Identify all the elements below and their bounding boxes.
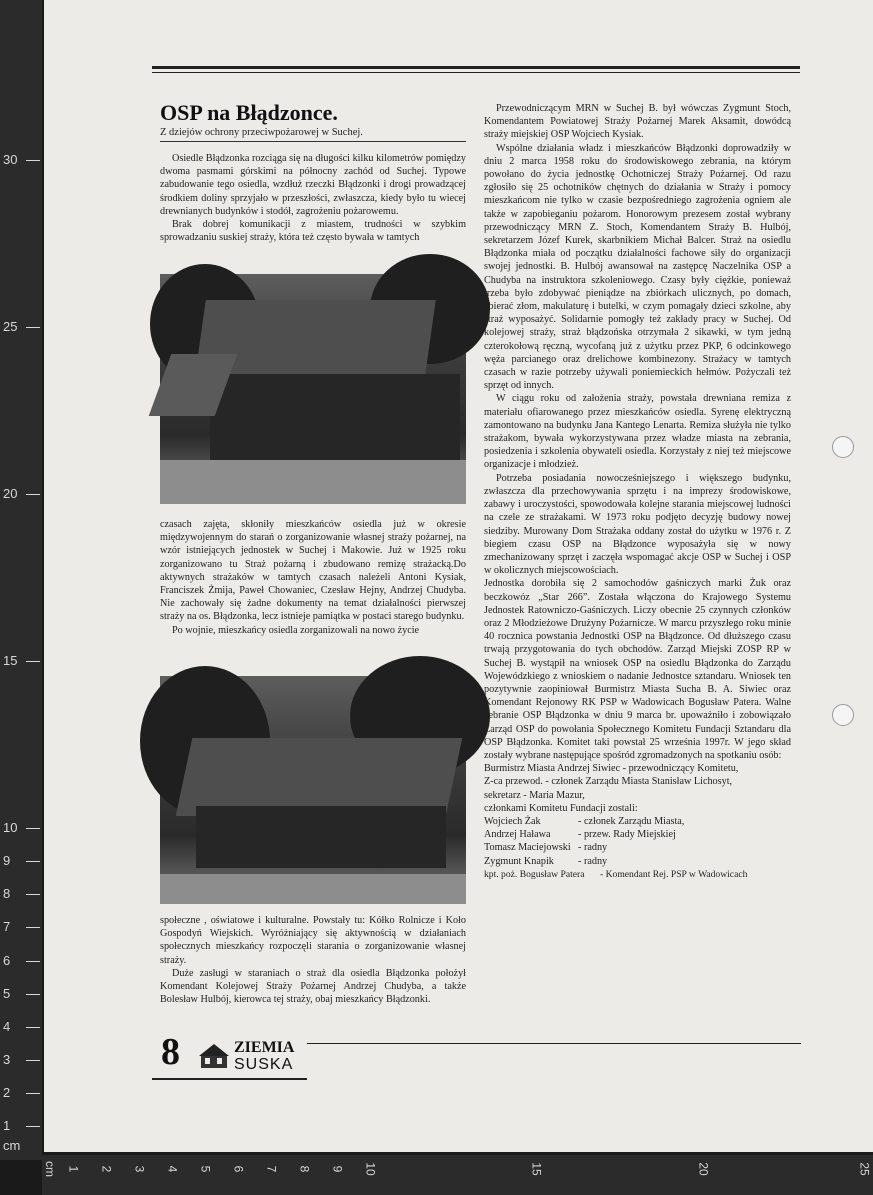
member-row [484,815,791,828]
paragraph: W ciągu roku od założenia straży, powstała drewniana remiza z materiału ofiarowanego przez mieszkańców osiedla. Syrenę elektryczną zamontowano na budynku Jana Kantego Lenarta. Remiza służyła nie tylko strażakom, bywała wykorzystywana przez władze miasta na zebrania, posiedzenia i szkolenia obywateli osiedla. Korzystały z niej też miejscowe organizacje i młodzież. [484,393,791,471]
ruler-bottom [42,1155,873,1195]
member-row [484,868,791,881]
ruler-mark: 15 [529,1162,544,1176]
column-1-text-top [160,152,466,244]
ruler-mark: 2 [99,1165,114,1173]
magazine-name-line1: ZIEMIA [234,1039,295,1056]
paragraph: Potrzeba posiadania nowocześniejszego i większego budynku, zwłaszcza dla przechowywania sprzętu i na imprezy środowiskowe, zabawy i uroczystości, spowodowała kolejne starania miejscowej ludności na czele ze strażakami. W 1973 roku podjęto decyzję budowy nowej siedziby. Murowany Dom Strażaka oddany został do użytku w 1976 r. Z biegiem czasu OSP na Błądzonce wyposażyła się w nowy zmechanizowany sprzęt i zaczęła wspomagać akcje OSP w Suchej i OSP w okolicznych miejscowościach. [484,472,791,577]
ruler-mark: 9 [330,1165,345,1173]
binder-hole [832,704,854,726]
article-title: OSP na Błądzonce. [160,100,338,125]
subtitle-rule [160,141,466,142]
paragraph: czasach zajęta, skłoniły mieszkańców osiedla już w okresie międzywojennym do starań o zorganizowanie własnej straży pożarnej, na wzór istniejących jednostek w Suchej i Makowie. Już w 1925 roku zorganizowano tu Straż pożarną i zbudowano remizę strażacką.Do aktywnych strażaków w tamtych czasach należeli Antoni Kysiak, Franciszek Żmija, Paweł Chowaniec, Czesław Hejny, Andrzej Chudyba. Nie zachowały się żadne dokumenty na temat działalności pierwszej straży na os. Błądzonka, lecz istnieje pamiątka w postaci starego budynku. [160,519,466,623]
binder-hole [832,436,854,458]
header-rule [152,66,800,69]
magazine-name-line2: SUSKA [234,1056,294,1073]
footer-rule [152,1078,307,1080]
magazine-logo-icon [199,1040,231,1072]
member-name: Wojciech Żak [484,815,541,827]
member-row [484,855,791,868]
member-role: - Komendant Rej. PSP w Wadowicach [600,868,748,880]
paragraph: Po wojnie, mieszkańcy osiedla zorganizowali na nowo życie [172,624,420,636]
paragraph: Z-ca przewod. - członek Zarządu Miasta Stanisław Lichosyt, [484,776,733,788]
magazine-page [44,0,873,1152]
ruler-mark: 25 [857,1162,872,1176]
page-number: 8 [161,1031,180,1073]
column-2-text [484,102,791,881]
column-1-text-middle [160,518,466,637]
paragraph: Przewodniczącym MRN w Suchej B. był wówczas Zygmunt Stoch, Komendantem Powiatowej Straży Pożarnej Marek Aksamit, dowódcą straży miejskiej OSP Wojciech Kysiak. [484,103,791,141]
paragraph: Wspólne działania władz i mieszkańców Błądzonki doprowadziły w dniu 2 marca 1958 roku do środowiskowego zebrania, na którym powołano do życia jednostkę Ochotniczej Straży Pożarnej. Od razu zgłosiło się 25 ochotników chętnych do działania w Straży i pomocy mieszkańcom nie tylko w czasie bezpośredniego zagrożenia ogniem ale także w zapobieganiu pożarom. Honorowym prezesem został wybrany przewodniczący MRN Z. Stoch, Komendantem Straży B. Hulbój, sekretarzem Józef Kurek, skarbnikiem Michał Balcer. Straż na osiedlu Błądzonka miała od początku działalności fachowe siły do organizacji swojej jednostki. B. Hulbój awansował na zastępcę Naczelnika OSP a Chudyba na instruktora szkoleniowego. Czasy były ciężkie, ponieważ trzeba było zdobywać pieniądze na zbiórkach ulicznych, po domach, zbierać złom, makulaturę i butelki, w czym pomagały dzieci szkolne, aby straż wyposażyć. Solidarnie pomogły też zakłady pracy w Suchej. Od kolejowej straży, straż błądzońska otrzymała 2 sikawki, w tym jedną czterokołową ręczną, wycofaną już z użytku przez PKP, 6 odcinkowego węża parcianego oraz drelichowe kombinezony. Strażacy w tamtych czasach w razie potrzeby używali poniemieckich hełmów. Pożyczali też sprzęt od innych. [484,142,791,392]
ruler-mark: 20 [696,1162,711,1176]
paragraph: społeczne , oświatowe i kulturalne. Powstały tu: Kółko Rolnicze i Koło Gospodyń Wiejskich. Wyróżniający się aktywnością w działaniach społecznych mieszkańcy rozpoczęli starania o zorganizowanie własnej straży. [160,915,466,966]
ruler-mark: 10 [363,1162,378,1176]
member-row [484,828,791,841]
footer-rule [307,1043,801,1044]
paragraph: Brak dobrej komunikacji z miastem, trudności w szybkim sprowadzaniu suskiej straży, która też często bywała w tamtych [160,219,466,244]
member-role: - członek Zarządu Miasta, [578,815,685,827]
column-1-text-bottom [160,914,466,1006]
member-role: - radny [578,842,608,854]
paragraph: członkami Komitetu Fundacji zostali: [484,802,638,814]
ruler-mark: 1 [66,1165,81,1173]
paragraph: Jednostka dorobiła się 2 samochodów gaśniczych marki Żuk oraz beczkowóz „Star 266”. Została włączona do Krajowego Systemu Jednostek Ratowniczo-Gaśniczych. Liczy obecnie 25 czynnych członków oraz 2 Młodzieżowe Drużyny Pożarnicze. W marcu przyszłego roku minie 40 rocznica powstania Jednostki OSP na Błądzonce. Od dłuższego czasu trwają przygotowania do tych obchodów. Zarząd Miejski ZOSP RP w Suchej B. wystąpił na wniosek OSP na osiedlu Błądzonka do Zarządu Wojewódzkiego z wnioskiem o nadanie Jednostce sztandaru. Wniosek ten pozytywnie zaopiniował Burmistrz Miasta Sucha B. A. Siwiec oraz Komendant Rejonowy RK PSP w Wadowicach Bogusław Patera. Walne zebranie OSP Błądzonka w dniu 9 marca br. upoważniło i zobowiązało Zarząd OSP do powołania Społecznego Komitetu Fundacji Sztandaru dla OSP Błądzonka. Komitet taki powstał 25 września 1997r. W jego skład zostały wybrane następujące spośród zgromadzonych na spotkaniu osób: [484,578,791,761]
ruler-mark: 8 [297,1165,312,1173]
photo-wooden-building [160,676,466,904]
article-subtitle: Z dziejów ochrony przeciwpożarowej w Suchej. [160,127,363,138]
paragraph: Burmistrz Miasta Andrzej Siwiec - przewodniczący Komitetu, [484,763,739,775]
member-name: Andrzej Haława [484,829,551,841]
member-name: kpt. poż. Bogusław Patera [484,868,585,880]
member-row [484,841,791,854]
paragraph: sekretarz - Maria Mazur, [484,789,585,801]
paragraph: Osiedle Błądzonka rozciąga się na długości kilku kilometrów pomiędzy dwoma pasmami górskimi na północny zachód od Suchej. Typowe zabudowanie tego osiedla, wzdłuż rzeczki Błądzonki i drogi prowadzącej środkiem doliny sprzyjało w przeszłości, zwłaszcza, kiedy było tu wiecej drewnianych budynków i stodół, zagrożeniu pożarowemu. [160,153,466,217]
photo-old-fire-station [160,274,466,504]
member-name: Tomasz Maciejowski [484,842,571,854]
ruler-mark: 5 [198,1165,213,1173]
ruler-mark: 7 [264,1165,279,1173]
ruler-mark: 3 [132,1165,147,1173]
paragraph: Duże zasługi w staraniach o straż dla osiedla Błądzonka położył Komendant Kolejowej Straży Pożarnej Andrzej Chudyba, a także Bolesław Hulbój, kierowca tej straży, obaj mieszkańcy Błądzonki. [160,967,466,1006]
member-role: - przew. Rady Miejskiej [578,829,676,841]
ruler-mark: 6 [231,1165,246,1173]
member-role: - radny [578,855,608,867]
member-name: Zygmunt Knapik [484,855,554,867]
ruler-mark: 4 [165,1165,180,1173]
ruler-mark: cm [43,1161,57,1177]
header-rule [152,72,800,73]
